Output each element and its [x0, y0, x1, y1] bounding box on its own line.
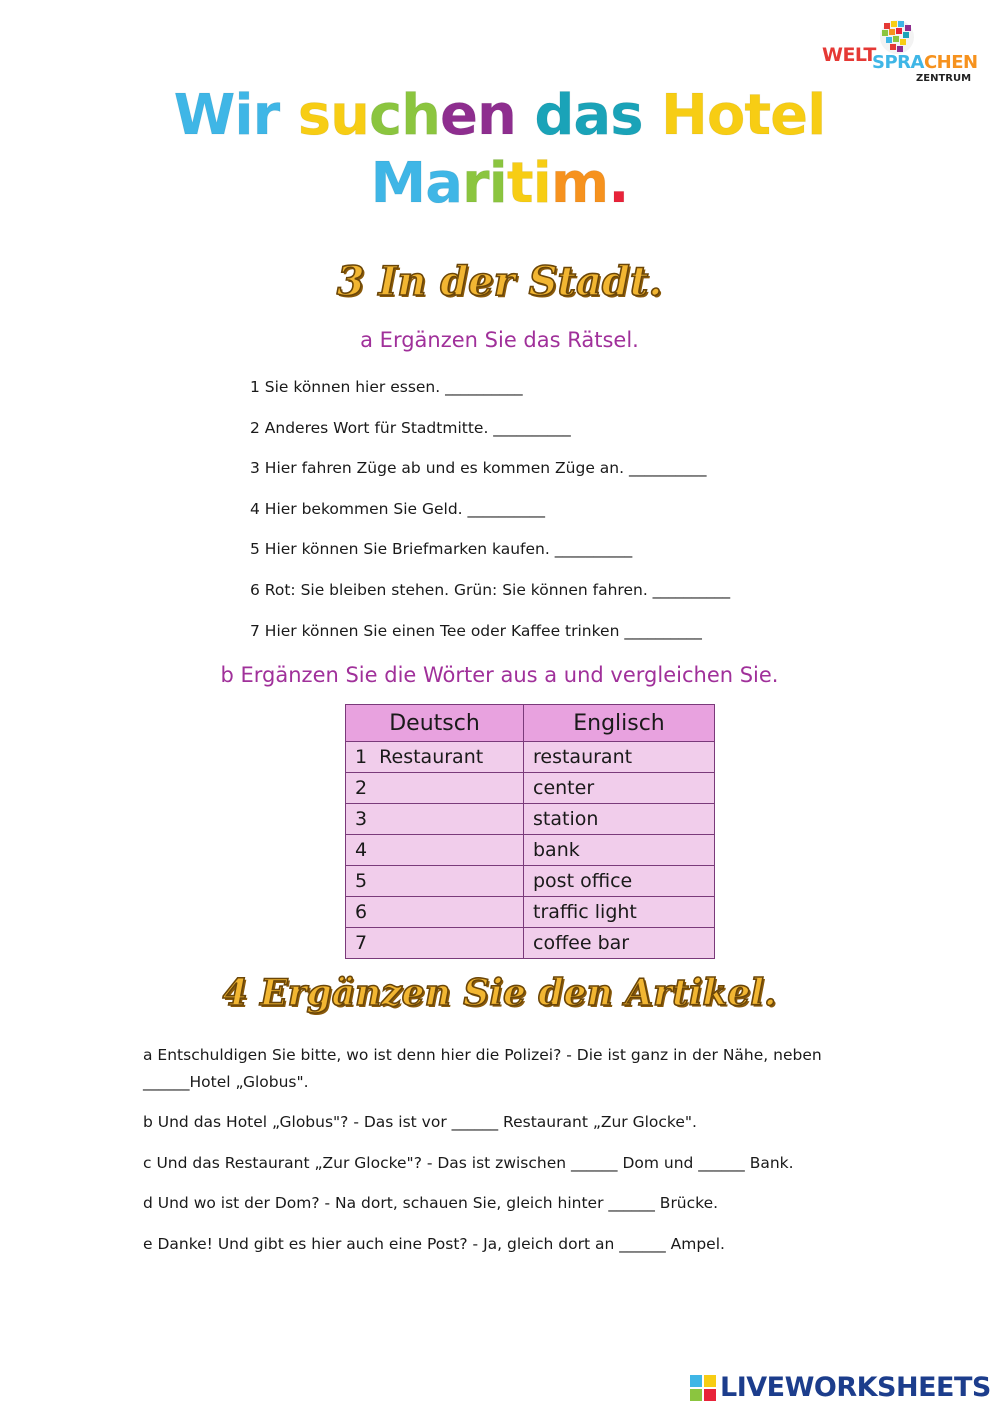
deutsch-cell[interactable]: 5 [346, 866, 524, 897]
liveworksheets-wordmark: LIVEWORKSHEETS [720, 1372, 991, 1403]
page-title-line2 [0, 151, 999, 216]
title-segment: das [534, 83, 662, 148]
deutsch-cell[interactable]: 7 [346, 928, 524, 959]
englisch-cell: center [524, 773, 715, 804]
table-row [346, 866, 715, 897]
title-segment: ch [368, 83, 440, 148]
deutsch-cell[interactable]: 3 [346, 804, 524, 835]
riddle-item: 5 Hier können Sie Briefmarken kaufen. __________ [250, 540, 633, 559]
title-segment: . [608, 151, 629, 216]
title-segment: Ma [370, 151, 463, 216]
table-row [346, 928, 715, 959]
column-header-deutsch: Deutsch [346, 705, 524, 742]
article-item-e: e Danke! Und gibt es hier auch eine Post? - Ja, gleich dort an ______ Ampel. [143, 1235, 725, 1253]
englisch-cell: coffee bar [524, 928, 715, 959]
deutsch-cell[interactable]: 4 [346, 835, 524, 866]
englisch-cell: station [524, 804, 715, 835]
deutsch-cell[interactable]: 2 [346, 773, 524, 804]
table-header-row [346, 705, 715, 742]
task-b-instruction: b Ergänzen Sie die Wörter aus a und vergleichen Sie. [220, 663, 779, 687]
title-segment: m [550, 151, 609, 216]
title-segment: Hotel [661, 83, 826, 148]
logo-zentrum: ZENTRUM [916, 73, 972, 84]
article-item-c: c Und das Restaurant „Zur Glocke"? - Das ist zwischen ______ Dom und ______ Bank. [143, 1154, 794, 1172]
deutsch-cell[interactable]: 1 Restaurant [346, 742, 524, 773]
weltsprachen-logo [820, 18, 985, 84]
riddle-item: 3 Hier fahren Züge ab und es kommen Züge an. __________ [250, 459, 707, 478]
title-segment: ri [462, 151, 507, 216]
title-segment: Wir [173, 83, 298, 148]
logo-welt: WELT [822, 44, 876, 66]
riddle-item: 6 Rot: Sie bleiben stehen. Grün: Sie können fahren. __________ [250, 580, 731, 599]
riddle-item: 4 Hier bekommen Sie Geld. __________ [250, 499, 546, 518]
vocabulary-table [345, 704, 715, 959]
task-a-instruction: a Ergänzen Sie das Rätsel. [360, 328, 639, 352]
title-segment: en [440, 83, 535, 148]
column-header-englisch: Englisch [524, 705, 715, 742]
table-row [346, 897, 715, 928]
section3-heading: 3 In der Stadt. [336, 258, 663, 305]
page-title-line1 [0, 83, 999, 148]
table-row [346, 773, 715, 804]
englisch-cell: traffic light [524, 897, 715, 928]
riddle-item: 2 Anderes Wort für Stadtmitte. __________ [250, 418, 571, 437]
deutsch-cell[interactable]: 6 [346, 897, 524, 928]
logo-sprachen: SPRACHEN [872, 52, 978, 73]
englisch-cell: bank [524, 835, 715, 866]
article-item-b: b Und das Hotel „Globus"? - Das ist vor ______ Restaurant „Zur Glocke". [143, 1113, 697, 1131]
table-row [346, 804, 715, 835]
table-row [346, 835, 715, 866]
article-item-d: d Und wo ist der Dom? - Na dort, schauen Sie, gleich hinter ______ Brücke. [143, 1194, 719, 1212]
riddle-list [250, 377, 730, 661]
liveworksheets-icon [690, 1375, 716, 1401]
table-row [346, 742, 715, 773]
riddle-item: 1 Sie können hier essen. __________ [250, 378, 523, 396]
section4-heading: 4 Ergänzen Sie den Artikel. [222, 972, 777, 1014]
article-item-a: a Entschuldigen Sie bitte, wo ist denn hier die Polizei? - Die ist ganz in der Nähe, neben ______Hotel „Globus". [143, 1046, 822, 1091]
globe-icon [878, 18, 916, 56]
title-segment: su [297, 83, 369, 148]
englisch-cell: restaurant [524, 742, 715, 773]
riddle-item: 7 Hier können Sie einen Tee oder Kaffee trinken __________ [250, 621, 702, 640]
title-segment: ti [506, 151, 551, 216]
englisch-cell: post office [524, 866, 715, 897]
